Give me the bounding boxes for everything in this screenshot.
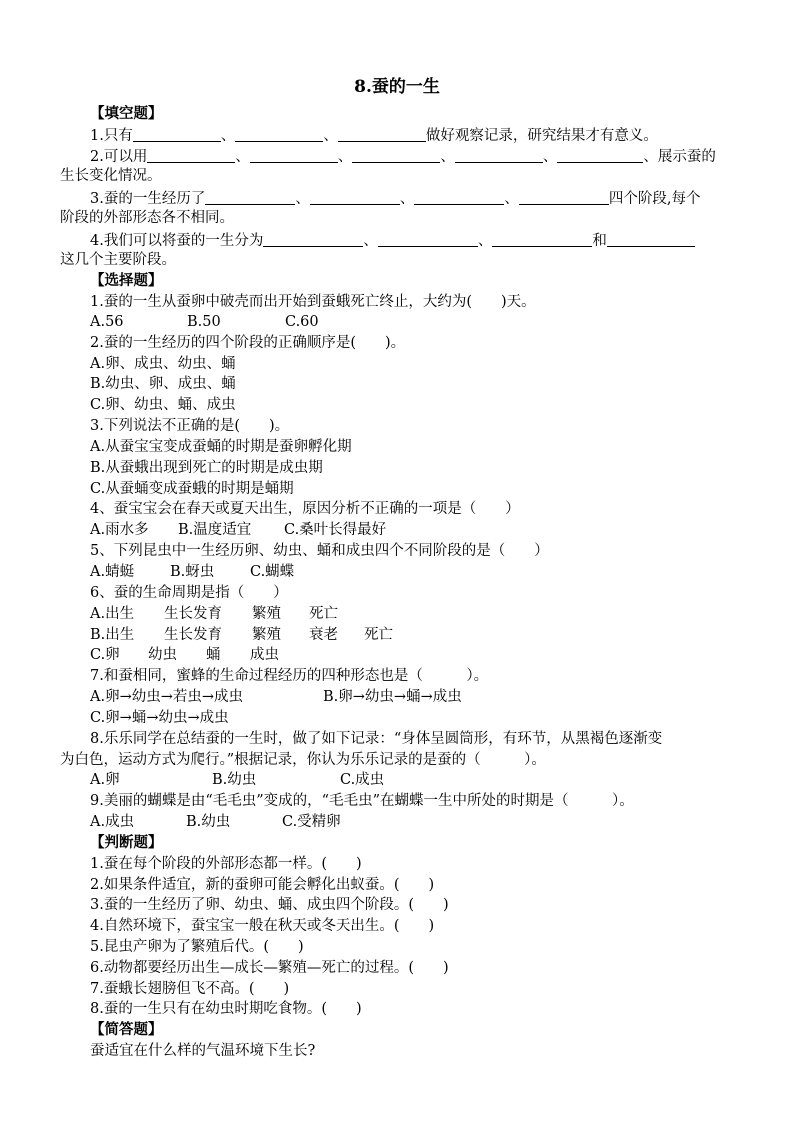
section-judge-header: 【判断题】 xyxy=(90,834,163,851)
answer-blank[interactable] xyxy=(133,126,221,142)
answer-blank[interactable] xyxy=(263,231,363,247)
choice-8-options xyxy=(90,771,384,789)
option[interactable] xyxy=(90,646,279,664)
option[interactable]: B.幼虫 xyxy=(212,772,257,788)
option[interactable]: A.卵→幼虫→若虫→成虫 xyxy=(90,689,244,705)
judge-question: 2.如果条件适宜，新的蚕卵可能会孵化出蚁蚕。( ) xyxy=(90,877,435,893)
answer-blank[interactable] xyxy=(378,231,478,247)
answer-blank[interactable] xyxy=(205,189,295,205)
separator: 、 xyxy=(337,149,353,165)
fill-question-4 xyxy=(90,231,695,250)
choice-question-7: 7.和蚕相同，蜜蜂的生命过程经历的四种形态也是（ ）。 xyxy=(90,668,489,684)
fill-question-4-line2: 这几个主要阶段。 xyxy=(60,252,176,268)
option[interactable]: B.温度适宜 xyxy=(178,522,252,538)
answer-blank[interactable] xyxy=(519,189,609,205)
option[interactable]: B.从蚕蛾出现到死亡的时期是成虫期 xyxy=(90,460,323,476)
option[interactable]: B.卵→幼虫→蛹→成虫 xyxy=(323,689,462,705)
q1-prefix: 1.只有 xyxy=(90,128,133,144)
option[interactable]: C.受精卵 xyxy=(282,814,341,830)
option[interactable]: C.从蚕蛹变成蚕蛾的时期是蛹期 xyxy=(90,481,294,497)
option-part: 蛹 xyxy=(206,647,221,663)
fill-question-1 xyxy=(90,126,658,145)
fill-question-2 xyxy=(90,147,716,166)
answer-blank[interactable] xyxy=(455,147,543,163)
choice-1-options xyxy=(90,313,319,331)
option-part: A.出生 xyxy=(90,606,135,622)
separator: 、 xyxy=(295,191,310,207)
choice-question-6: 6、蚕的生命周期是指（ ） xyxy=(90,585,288,601)
judge-question: 8.蚕的一生只有在幼虫时期吃食物。( ) xyxy=(90,1001,362,1017)
separator: 、 xyxy=(477,233,493,249)
option-part: 生长发育 xyxy=(164,606,222,622)
option[interactable]: A.56 xyxy=(90,314,124,330)
option-part: 幼虫 xyxy=(148,647,177,663)
choice-9-options xyxy=(90,813,341,831)
choice-4-options xyxy=(90,521,386,539)
q2-prefix: 2.可以用 xyxy=(90,149,148,165)
answer-blank[interactable] xyxy=(338,126,426,142)
option[interactable]: A.雨水多 xyxy=(90,522,149,538)
option[interactable]: B.50 xyxy=(187,314,221,330)
q3-prefix: 3.蚕的一生经历了 xyxy=(90,191,206,207)
option[interactable]: B.蚜虫 xyxy=(170,564,215,580)
choice-question-8-line2: 为白色，运动方式为爬行。”根据记录，你认为乐乐记录的是蚕的（ ）。 xyxy=(60,752,546,768)
option[interactable]: C.蝴蝶 xyxy=(250,564,295,580)
judge-question: 3.蚕的一生经历了卵、幼虫、蛹、成虫四个阶段。( ) xyxy=(90,897,449,913)
judge-question: 7.蚕蛾长翅膀但飞不高。( ) xyxy=(90,981,290,997)
separator: 、 xyxy=(399,191,415,207)
option[interactable] xyxy=(90,605,338,623)
separator: 、 xyxy=(363,233,378,249)
answer-blank[interactable] xyxy=(250,147,338,163)
option[interactable]: C.成虫 xyxy=(340,772,385,788)
option-part: 死亡 xyxy=(309,606,338,622)
answer-blank[interactable] xyxy=(557,147,643,163)
section-choice-header: 【选择题】 xyxy=(90,272,163,289)
judge-question: 4.自然环境下，蚕宝宝一般在秋天或冬天出生。( ) xyxy=(90,918,435,934)
option-part: 死亡 xyxy=(364,627,393,643)
option-part: 繁殖 xyxy=(252,627,281,643)
section-fill-header: 【填空题】 xyxy=(90,105,163,122)
separator: 、 xyxy=(440,149,455,165)
fill-question-3-line2: 阶段的外部形态各不相同。 xyxy=(60,210,234,226)
choice-question-2: 2.蚕的一生经历的四个阶段的正确顺序是( )。 xyxy=(90,335,406,351)
choice-question-3: 3.下列说法不正确的是( )。 xyxy=(90,418,290,434)
separator: 、 xyxy=(504,191,519,207)
section-short-header: 【简答题】 xyxy=(90,1021,163,1038)
choice-question-5: 5、下列昆虫中一生经历卵、幼虫、蛹和成虫四个不同阶段的是（ ） xyxy=(90,543,549,559)
option[interactable]: C.桑叶长得最好 xyxy=(284,522,387,538)
judge-question: 6.动物都要经历出生—成长—繁殖—死亡的过程。( ) xyxy=(90,960,449,976)
q2-suffix: 、展示蚕的 xyxy=(643,149,716,165)
option[interactable] xyxy=(90,626,393,644)
option-part: 生长发育 xyxy=(164,627,222,643)
choice-5-options xyxy=(90,563,294,581)
q4-prefix: 4.我们可以将蚕的一生分为 xyxy=(90,233,264,249)
page-title: 8.蚕的一生 xyxy=(354,77,440,97)
q4-and: 和 xyxy=(592,233,607,249)
answer-blank[interactable] xyxy=(235,126,323,142)
answer-blank[interactable] xyxy=(147,147,235,163)
option[interactable]: A.成虫 xyxy=(90,814,135,830)
answer-blank[interactable] xyxy=(607,231,695,247)
choice-question-4: 4、蚕宝宝会在春天或夏天出生，原因分析不正确的一项是（ ） xyxy=(90,501,520,517)
option[interactable]: A.卵、成虫、幼虫、蛹 xyxy=(90,356,236,372)
choice-question-1: 1.蚕的一生从蚕卵中破壳而出开始到蚕蛾死亡终止，大约为( )天。 xyxy=(90,294,536,310)
separator: 、 xyxy=(542,149,558,165)
option[interactable]: A.蜻蜓 xyxy=(90,564,135,580)
option[interactable]: C.60 xyxy=(285,314,319,330)
option[interactable]: C.卵→蛹→幼虫→成虫 xyxy=(90,710,229,726)
q3-suffix: 四个阶段,每个 xyxy=(608,191,701,207)
short-answer-question: 蚕适宜在什么样的气温环境下生长? xyxy=(90,1043,316,1059)
choice-question-9: 9.美丽的蝴蝶是由“毛毛虫”变成的，“毛毛虫”在蝴蝶一生中所处的时期是（ ）。 xyxy=(90,793,634,809)
option[interactable]: A.从蚕宝宝变成蚕蛹的时期是蚕卵孵化期 xyxy=(90,439,352,455)
answer-blank[interactable] xyxy=(310,189,400,205)
option-part: 繁殖 xyxy=(252,606,281,622)
answer-blank[interactable] xyxy=(492,231,592,247)
fill-question-2-line2: 生长变化情况。 xyxy=(60,168,162,184)
option-part: 衰老 xyxy=(309,627,338,643)
option[interactable]: B.幼虫、卵、成虫、蛹 xyxy=(90,376,236,392)
separator: 、 xyxy=(235,149,250,165)
option-part: C.卵 xyxy=(90,647,120,663)
answer-blank[interactable] xyxy=(352,147,440,163)
q1-suffix: 做好观察记录，研究结果才有意义。 xyxy=(425,128,658,144)
option[interactable]: C.卵、幼虫、蛹、成虫 xyxy=(90,397,236,413)
option-part: 成虫 xyxy=(250,647,279,663)
option-part: B.出生 xyxy=(90,627,135,643)
option[interactable]: A.卵 xyxy=(90,772,120,788)
fill-question-3 xyxy=(90,189,700,208)
choice-question-8: 8.乐乐同学在总结蚕的一生时，做了如下记录：“身体呈圆筒形，有环节，从黑褐色逐渐变 xyxy=(90,731,663,747)
separator: 、 xyxy=(220,128,236,144)
answer-blank[interactable] xyxy=(414,189,504,205)
judge-question: 1.蚕在每个阶段的外部形态都一样。( ) xyxy=(90,856,362,872)
option[interactable]: B.幼虫 xyxy=(186,814,231,830)
judge-question: 5.昆虫产卵为了繁殖后代。( ) xyxy=(90,939,304,955)
separator: 、 xyxy=(323,128,338,144)
